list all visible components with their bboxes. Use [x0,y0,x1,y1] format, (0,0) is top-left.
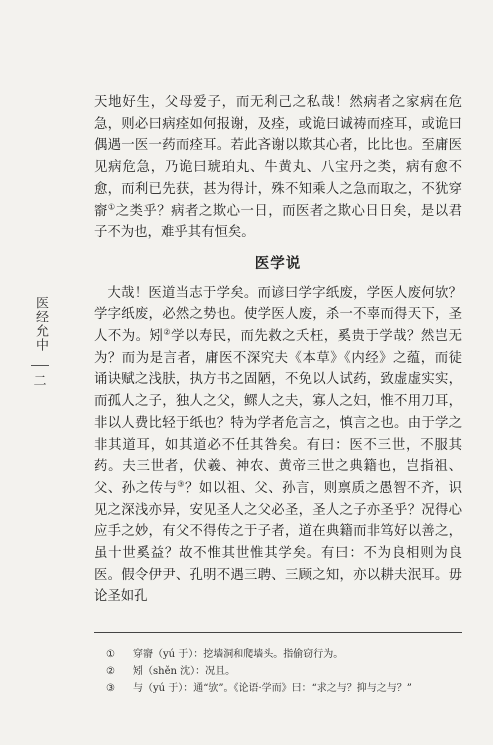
footnote-ref-1: ① [107,202,116,212]
footnote-ref-2: ② [163,327,172,337]
section-heading: 医学说 [254,254,302,272]
footnote-item: ③ 与（yú 于）：通“欤”。《论语·学而》曰：“求之与？抑与之与？” [106,683,412,694]
main-text [94,92,462,608]
footnote-ref-3: ③ [177,479,185,489]
footnote-item: ① 穿窬（yú 于）：挖墙洞和爬墙头。指偷窃行为。 [106,649,344,660]
paragraph: 大哉！医道当志于学矣。而谚曰学字纸废，学医人废何欤？学字纸废，必然之势也。使学医人废，杀一不辜而得天下，圣人不为。矧②学以寿民，而先救之夭枉，奚贵于学哉？然岂无为？而为是言者，庸医不深究夫《本草》《内经》之蕴，而徒诵诀赋之浅肤，执方书之固陋，不免以人试药，致虚虚实实，而孤人之子，独人之父，鳏人之夫，寡人之妇，惟不用刀耳，非以人费比轻于纸也？特为学者危言之，慎言之也。由于学之非其道耳，如其道必不任其咎矣。有曰：医不三世，不服其药。夫三世者，伏羲、神农、黄帝三世之典籍也，岂指祖、父、孙之传与③？如以祖、父、孙言，则禀质之愚智不齐，识见之深浅亦异，安见圣人之父必圣，圣人之子亦圣乎？况得心应手之妙，有父不得传之于子者，道在典籍而非笃好以善之，虽十世奚益？故不惟其世惟其学矣。有曰：不为良相则为良医。假令伊尹、孔明不遇三聘、三顾之知，亦以耕夫泯耳。毋论圣如孔 [94,285,463,605]
paragraph: 天地好生，父母爱子，而无利己之私哉！然病者之家病在危急，则必曰病痊如何报谢，及痊，或诡曰诚祷而痊耳，或诡曰偶遇一医一药而痊耳。若此吝谢以欺其心者，比比也。至庸医见病危急，乃诡曰琥珀丸、牛黄丸、八宝丹之类，病有愈不愈，而利已先获，甚为得计，殊不知乘人之急而取之，不犹穿窬①之类乎？病者之欺心一日，而医者之欺心日日矣，是以君子不为也，难乎其有恒矣。 [94,95,463,241]
running-title: 医经允中 [33,296,48,352]
side-running-head [29,296,51,392]
side-divider [31,365,49,366]
page-number: 二 [33,374,47,389]
footnote-item: ② 矧（shěn 沈）：况且。 [106,666,236,677]
footnotes [94,632,462,697]
